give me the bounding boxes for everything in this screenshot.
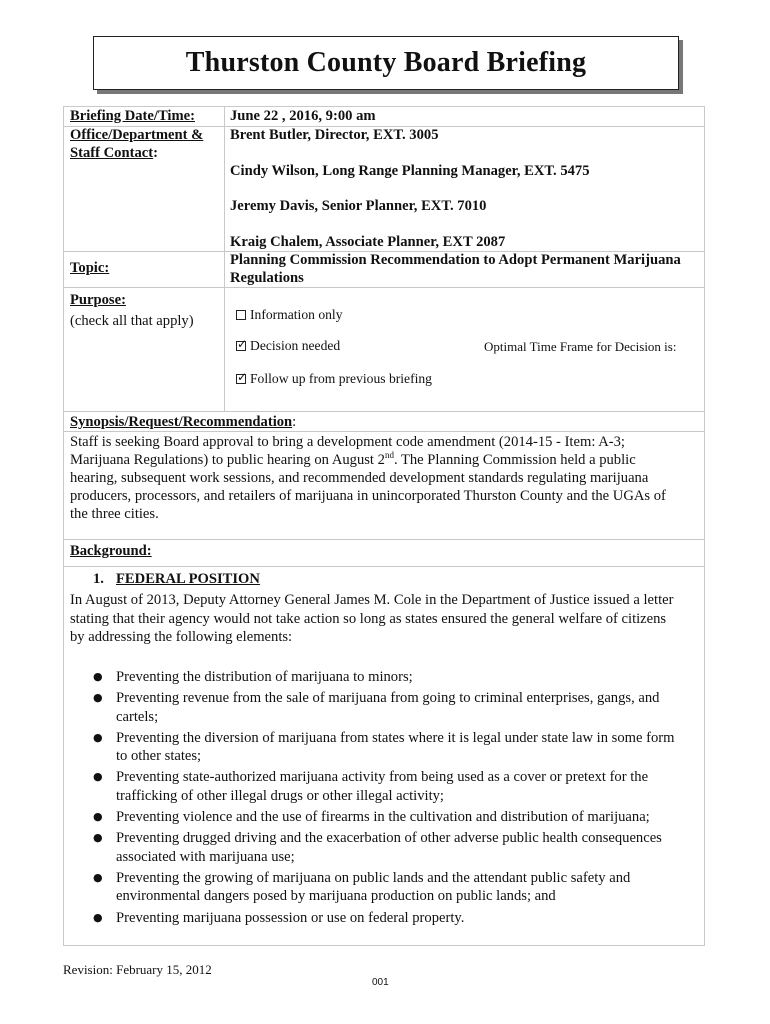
office-label-colon: : <box>153 145 158 161</box>
list-item <box>70 668 710 686</box>
column-divider <box>224 106 225 412</box>
contact-3: Jeremy Davis, Senior Planner, EXT. 7010 <box>230 198 487 214</box>
synopsis-line1: Staff is seeking Board approval to bring a development code amendment (2014-15 - Item: A-3; <box>70 434 625 450</box>
section-number: 1. <box>93 571 104 587</box>
option-decision-needed <box>236 337 340 355</box>
table-border-left <box>63 106 64 946</box>
check-mark-icon: ✓ <box>237 370 248 384</box>
decision-needed-checkbox[interactable] <box>236 337 248 351</box>
briefing-date-label: Briefing Date/Time: <box>70 108 195 124</box>
bullet-icon: ● <box>93 770 103 784</box>
synopsis-heading <box>70 414 296 432</box>
synopsis-line4: producers, processors, and retailers of marijuana in unincorporated Thurston County and the UGAs of <box>70 488 666 504</box>
intro-line1: In August of 2013, Deputy Attorney General James M. Cole in the Department of Justice issued a letter <box>70 592 674 608</box>
list-item <box>70 869 710 906</box>
bullet-icon: ● <box>93 730 103 744</box>
office-label-text: Staff Contact <box>70 145 154 161</box>
bullet-icon: ● <box>93 870 103 884</box>
section-title: FEDERAL POSITION <box>116 571 260 587</box>
timeframe-label: Optimal Time Frame for Decision is: <box>484 339 677 354</box>
list-item-text-cont: cartels; <box>116 708 159 725</box>
contact-1: Brent Butler, Director, EXT. 3005 <box>230 127 439 143</box>
contact-4: Kraig Chalem, Associate Planner, EXT 2087 <box>230 234 506 250</box>
list-item-text: Preventing the diversion of marijuana from states where it is legal under state law in some form <box>116 729 675 746</box>
list-item <box>70 829 710 866</box>
option-information-only <box>236 306 343 324</box>
list-item-text: Preventing revenue from the sale of marijuana from going to criminal enterprises, gangs, and <box>116 690 660 707</box>
list-item-text: Preventing drugged driving and the exacerbation of other adverse public health consequences <box>116 830 662 847</box>
list-item <box>70 689 710 726</box>
table-border-top <box>63 106 705 107</box>
bullet-icon: ● <box>93 691 103 705</box>
office-label-line1: Office/Department & <box>70 127 204 143</box>
revision-footer: Revision: February 15, 2012 <box>63 962 212 977</box>
list-item-text: Preventing state-authorized marijuana activity from being used as a cover or pretext for the <box>116 769 649 786</box>
intro-line2: stating that their agency would not take action so long as states ensured the general welfare of citizens <box>70 611 667 627</box>
list-item-text: Preventing the distribution of marijuana to minors; <box>116 669 413 685</box>
synopsis-line2b: . The Planning Commission held a public <box>393 452 636 468</box>
synopsis-heading-colon: : <box>292 414 297 430</box>
list-item-text: Preventing marijuana possession or use on federal property. <box>116 909 465 926</box>
follow-up-label: Follow up from previous briefing <box>250 371 432 386</box>
table-border-bottom <box>63 945 705 946</box>
decision-needed-label: Decision needed <box>250 338 341 353</box>
synopsis-line5: the three cities. <box>70 506 159 522</box>
topic-label: Topic: <box>70 260 110 276</box>
bullet-icon: ● <box>93 670 103 683</box>
list-item <box>70 909 710 927</box>
synopsis-line2a: Marijuana Regulations) to public hearing on August 2 <box>70 452 385 468</box>
option-follow-up <box>236 370 432 388</box>
page-number: 001 <box>372 977 389 988</box>
briefing-date-value: June 22 , 2016, 9:00 am <box>230 108 376 124</box>
row-divider <box>63 566 705 567</box>
information-only-label: Information only <box>250 307 343 322</box>
office-label-line2 <box>70 145 158 163</box>
purpose-label: Purpose: <box>70 292 126 308</box>
row-divider <box>63 539 705 540</box>
row-divider <box>63 411 705 412</box>
list-item <box>70 808 710 826</box>
bullet-icon: ● <box>93 831 103 845</box>
synopsis-heading-text: Synopsis/Request/Recommendation <box>70 414 293 430</box>
list-item <box>70 729 710 766</box>
list-item <box>70 768 710 805</box>
bullet-list <box>70 668 710 930</box>
list-item-text: Preventing violence and the use of firearms in the cultivation and distribution of marijuana; <box>116 809 650 826</box>
topic-value-line2: Regulations <box>230 270 304 286</box>
row-divider <box>63 287 705 288</box>
list-item-text-cont: trafficking of other illegal drugs or other illegal activity; <box>116 787 444 804</box>
list-item-text: Preventing the growing of marijuana on public lands and the attendant public safety and <box>116 869 631 886</box>
list-item-text-cont: to other states; <box>116 748 202 765</box>
synopsis-sup: nd <box>384 450 394 461</box>
bullet-icon: ● <box>93 910 103 924</box>
list-item-text-cont: environmental dangers posed by marijuana production on public lands; and <box>116 888 556 905</box>
contact-2: Cindy Wilson, Long Range Planning Manager, EXT. 5475 <box>230 163 590 179</box>
background-heading: Background: <box>70 543 152 559</box>
intro-line3: by addressing the following elements: <box>70 629 293 645</box>
list-item-text-cont: associated with marijuana use; <box>116 848 295 865</box>
information-only-checkbox[interactable] <box>236 310 246 320</box>
check-mark-icon: ✓ <box>237 337 248 351</box>
bullet-icon: ● <box>93 810 103 824</box>
page-title: Thurston County Board Briefing <box>185 47 587 78</box>
synopsis-line3: hearing, subsequent work sessions, and recommended development standards regulating marijuana <box>70 470 649 486</box>
purpose-note: (check all that apply) <box>70 313 194 329</box>
synopsis-line2 <box>70 451 636 469</box>
follow-up-checkbox[interactable] <box>236 370 248 384</box>
title-box <box>93 36 679 90</box>
topic-value-line1: Planning Commission Recommendation to Adopt Permanent Marijuana <box>230 252 681 268</box>
